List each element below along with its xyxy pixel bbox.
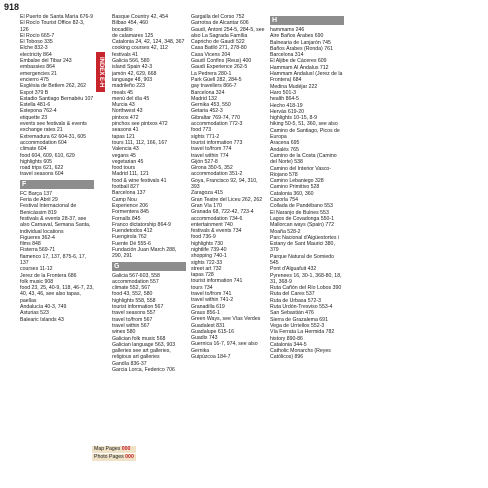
index-entry: Estadio Santiago Bernabéu 107 <box>20 95 94 102</box>
index-entry: travel seasons 604 <box>20 171 64 178</box>
index-entry: highlights 605 <box>20 158 53 165</box>
index-entry: madrileño 223 <box>112 83 145 90</box>
index-entry: highlights 10-15, 8-9 <box>270 115 318 122</box>
index-entry: tours 111, 112, 166, 167 <box>112 139 168 146</box>
index-entry: highlights 558, 558 <box>112 297 156 304</box>
index-entry: wines 580 <box>112 329 136 336</box>
index-entry: Granada 68, 722-42, 723-4 <box>191 209 254 216</box>
index-entry: Valencia 43 <box>112 146 139 153</box>
index-entry: accommodation 772-3 <box>191 121 243 128</box>
index-entry: Parque Natural de Somiedo 545 <box>270 253 335 266</box>
index-entry: Hecho 418-19 <box>270 102 303 109</box>
index-entry: Ruta Urdón-Tresviso 553-4 <box>270 304 333 311</box>
index-entry: Fuente Dé 555-6 <box>112 240 151 247</box>
index-entry: Experience 206 <box>112 202 149 209</box>
index-entry: menú del día 45 <box>112 95 150 102</box>
index-entry: Guadalest 831 <box>191 322 225 329</box>
index-entry: Moaña 528-2 <box>270 228 301 235</box>
index-entry: travel to/from 741 <box>191 291 232 298</box>
index-entry: Gibraltar 769-74, 770 <box>191 114 241 121</box>
index-section-tab: INDEX E-H <box>96 52 105 92</box>
index-entry: El Toboso 335 <box>20 39 53 46</box>
index-entry: Catalonia 344-5 <box>270 341 307 348</box>
index-entry: Gaudí Confins (Reus) 400 <box>191 58 252 65</box>
index-entry: Gaudí Experience 262-5 <box>191 64 248 71</box>
index-entry: courses 11-12 <box>20 266 53 273</box>
index-entry: El Naranjo de Bulnes 553 <box>270 209 329 216</box>
page-type-legend <box>92 446 136 462</box>
index-entry: hammams 246 <box>270 27 305 33</box>
index-entry: Park Güell 282, 284-5 <box>191 76 242 83</box>
legend-label: Photo Pages <box>94 454 124 460</box>
index-entry: accommodation 604 <box>20 139 67 146</box>
index-entry: Gandía 836-37 <box>112 360 147 367</box>
index-entry: Girona 350-5, 352 <box>191 165 233 172</box>
index-entry: etiquette 23 <box>20 114 48 121</box>
index-entry: health 864-5 <box>270 96 299 103</box>
index-entry: tourist information 773 <box>191 139 243 146</box>
index-entry: tapas 728 <box>191 272 214 279</box>
index-entry: food 773 <box>191 127 212 134</box>
index-entry: history 890-86 <box>270 335 303 342</box>
index-entry: tapas 121 <box>112 133 135 140</box>
index-entry: Guipúzcoa 184-7 <box>191 354 231 361</box>
index-entry: cooking courses 42, 112 <box>112 45 168 52</box>
index-entry: street art 732 <box>191 265 222 272</box>
index-entry: Vía Ferrata La Hermida 782 <box>270 329 335 336</box>
legend-value: 000 <box>125 454 134 460</box>
legend-value: 000 <box>121 446 131 452</box>
index-entry: El Rocío 665-7 <box>20 32 55 39</box>
index-entry: folk music 908 <box>20 278 54 285</box>
index-entry: films 848 <box>20 241 41 248</box>
index-entry: Franco dictatorship 864-9 <box>112 221 171 228</box>
index-column-3 <box>191 14 265 360</box>
index-entry: Guadalupe 615-16 <box>191 328 234 335</box>
index-entry: entertainment 740 <box>191 221 233 228</box>
index-entry: Fisterra 569-71 <box>20 247 56 254</box>
index-entry: Festival Internacional de Benicàssim 819 <box>20 203 77 216</box>
index-entry: Guernica 16-7, 974, see also Gernika <box>191 341 258 354</box>
index-entry: Baños Árabes (Ronda) 761 <box>270 45 333 52</box>
index-entry: Església de Betlem 262, 262 <box>20 83 87 90</box>
index-entry: food & wine festivals 41 <box>112 177 167 184</box>
index-entry: Lagos de Covadonga 550-1 <box>270 215 335 222</box>
index-entry: festivals & events 734 <box>191 228 242 235</box>
legend-map-pages <box>92 446 136 453</box>
index-entry: travel within 741-2 <box>191 297 234 304</box>
index-entry: de calamares 125 <box>112 32 154 39</box>
legend-label: Map Pages <box>94 446 121 452</box>
index-entry: festivals 41 <box>112 51 138 58</box>
index-entry: Galician folk music 568 <box>112 335 166 342</box>
index-entry: language 48, 903 <box>112 76 153 83</box>
index-entry: Getaria 452-3 <box>191 108 223 115</box>
index-entry: Gran Vía 170 <box>191 202 222 209</box>
index-entry: Aire Baños Árabes 690 <box>270 33 324 40</box>
index-entry: Haro 501-3 <box>270 89 296 96</box>
index-column-1 <box>20 14 94 323</box>
index-entry: Gran Teatre del Liceu 262, 262 <box>191 196 263 203</box>
index-entry: Barcelona 137 <box>112 190 146 197</box>
index-entry: Andalucía 40-3, 749 <box>20 304 67 311</box>
index-entry: football 827 <box>112 184 139 191</box>
index-entry: sights 771-2 <box>191 133 220 140</box>
index-entry: Fornalls 845 <box>112 215 141 222</box>
index-entry: Camino de la Costa (Camino del Norte) 538 <box>270 152 337 166</box>
index-entry: meals 45 <box>112 89 134 96</box>
index-entry: Catalonia 360, 360 <box>270 190 314 197</box>
index-entry: Gernika 453, 550 <box>191 102 231 109</box>
section-letter: G <box>112 262 186 271</box>
index-entry: sights 722-33 <box>191 259 223 266</box>
index-entry: galleries see art galleries, religious art galleries <box>112 348 171 361</box>
index-entry: travel within 567 <box>112 322 150 329</box>
index-entry: Feria de Abril 29 <box>20 197 58 204</box>
index-entry: Basque Country 42, 454 <box>112 14 168 20</box>
index-entry: Balearic Islands 43 <box>20 316 64 323</box>
index-entry: Camino Lebaniego 328 <box>270 178 324 185</box>
index-entry: Bilbao 454, 460 <box>112 20 149 27</box>
index-entry: Gaudí, Antoni 254-5, 284-5, see also La Sagrada Família <box>191 26 265 39</box>
index-entry: Fuendetodos 412 <box>112 228 153 235</box>
index-entry: seasons 41 <box>112 127 139 134</box>
index-entry: climate 604 <box>20 146 47 153</box>
index-entry: Camino del Interior Vasco-Riojano 578 <box>270 165 332 178</box>
index-entry: climate 552, 567 <box>112 285 151 292</box>
index-entry: Camp Nou <box>112 196 137 203</box>
index-entry: gay travellers 866-7 <box>191 83 237 90</box>
index-entry: Extremadura 62 604-31, 605 <box>20 133 87 140</box>
index-entry: Ruta de Urbasa 572-3 <box>270 297 322 304</box>
index-entry: travel to/from 774 <box>191 146 232 153</box>
page-number: 918 <box>4 2 20 12</box>
index-entry: Garcia Lorca, Federico 706 <box>112 367 175 374</box>
index-entry: Vega de Urriellos 552-3 <box>270 322 325 329</box>
index-entry: island Spain 42-3 <box>112 64 153 71</box>
index-entry: food 736-9 <box>191 234 216 241</box>
index-entry: pinchos see pintxos 472 <box>112 121 168 128</box>
index-entry: flamenco 17, 137, 875-6, 17, 137 <box>20 253 87 266</box>
index-entry: Casa Batlló 271, 278-80 <box>191 45 247 52</box>
index-entry: vegetarian 45 <box>112 158 144 165</box>
index-entry: San Sebastián 476 <box>270 310 314 317</box>
index-entry: Catalonia 24, 42, 124, 348, 367 <box>112 39 185 46</box>
index-entry: Northwest 43 <box>112 108 143 115</box>
index-entry: Green Ways, see Vías Verdes <box>191 316 261 323</box>
index-entry: pintxos 472 <box>112 114 139 121</box>
index-entry: Gijón 527-8 <box>191 158 218 165</box>
index-column-4 <box>270 14 344 361</box>
index-entry: tourist information 741 <box>191 278 243 285</box>
index-entry: Elche 832-3 <box>20 45 48 52</box>
index-entry: Asturias 523 <box>20 310 49 317</box>
index-entry: El Rocío Tourist Office 82-3, 126 <box>20 20 85 33</box>
index-entry: Granadilla 619 <box>191 303 225 310</box>
index-entry: exchange rates 21 <box>20 127 63 134</box>
index-entry: Hammam Andalusí (Jerez de la Frontera) 684 <box>270 71 343 84</box>
section-letter: F <box>20 180 94 189</box>
index-entry: Goya, Francisco 92, 94, 310, 393 <box>191 177 258 191</box>
index-entry: Galicia 566, 580 <box>112 58 150 65</box>
index-entry: Guadix 743 <box>191 335 218 342</box>
index-entry: Madrid 132 <box>191 95 217 102</box>
index-entry: Graus 856-1 <box>191 309 220 316</box>
index-entry: embassies 864 <box>20 64 55 71</box>
index-entry: tourist information 567 <box>112 304 164 311</box>
index-entry: Gargalla del Corso 752 <box>191 14 245 20</box>
index-entry: accommodation 734-6 <box>191 215 243 222</box>
index-entry: Estepona 762-4 <box>20 108 57 115</box>
index-entry: food 43, 552, 580 <box>112 291 153 298</box>
index-entry: food tours <box>112 165 136 172</box>
index-column-2 <box>112 14 186 373</box>
index-entry: electricity 864 <box>20 51 52 58</box>
index-entry: Barcelona 314 <box>270 52 304 59</box>
index-entry: Jerez de la Frontera 686 <box>20 272 77 279</box>
index-entry: Formentera 845 <box>112 209 149 216</box>
index-entry: Zaragoza 415 <box>191 190 224 197</box>
index-entry: Fundación Juan March 288, 290, 291 <box>112 246 177 260</box>
index-entry: La Pedrera 280-1 <box>191 70 232 77</box>
index-entry: Pont d'Alguafuit 432 <box>270 266 317 273</box>
index-entry: travel seasons 557 <box>112 310 156 317</box>
index-entry: Collada de Pandébano 553 <box>270 203 333 210</box>
index-entry: accommodation 351-2 <box>191 171 243 178</box>
index-entry: Galicia 567-603, 558 <box>112 272 160 279</box>
index-entry: Parc Nacional d'Aigüestortes i Estany de Sant Maurici 380, 379 <box>270 234 340 254</box>
index-entry: Madrid 111, 121 <box>112 171 149 178</box>
index-entry: shopping 740-1 <box>191 253 227 260</box>
index-entry: Estella 481-6 <box>20 102 51 109</box>
index-entry: Galician language 563, 903 <box>112 341 176 348</box>
index-entry: food 23, 25, 40-9, 118, 46-7, 23, 40, 43, 46, see also tapas, paellas <box>20 285 94 304</box>
index-entry: Capricho de Gaudí 522 <box>191 39 245 46</box>
index-entry: Garrotxa de Alcantar 606 <box>191 20 249 27</box>
index-entry: nightlife 739-40 <box>191 246 227 253</box>
index-entry: FC Barça 137 <box>20 190 53 197</box>
legend-photo-pages <box>92 454 136 461</box>
index-entry: Balnearia de Lanjarón 745 <box>270 39 331 46</box>
index-entry: Figueres 362-4 <box>20 234 55 241</box>
index-entry: El Aljibe de Cáceres 609 <box>270 58 327 65</box>
index-entry: events see festivals & events <box>20 121 87 128</box>
index-entry: bocadillo <box>112 26 133 33</box>
index-entry: Hervás 619-20 <box>270 108 305 115</box>
index-entry: Hammam Al Ándalus 712 <box>270 64 329 71</box>
index-entry: Aracena 695 <box>270 140 300 147</box>
index-entry: festivals & events 28-37, see also Carnaval, Semana Santa, individual locations <box>20 215 91 235</box>
index-entry: Espot 379 B <box>20 89 49 96</box>
index-entry: Andalés 765 <box>270 146 299 153</box>
index-entry: Ruta del Cares 537 <box>270 291 315 298</box>
index-entry: emergencies 21 <box>20 70 57 77</box>
index-entry: tours 734 <box>191 284 213 291</box>
index-entry: Murcia 43 <box>112 102 135 109</box>
index-entry: Catholic Monarchs (Reyes Católicos) 896 <box>270 348 331 361</box>
index-entry: Fuengirola 762 <box>112 234 147 241</box>
index-entry: Embalse del Tibar 243 <box>20 58 72 65</box>
index-entry: accommodation 557 <box>112 278 159 285</box>
index-entry: travel to/from 567 <box>112 316 153 323</box>
index-entry: Medina Mudéjar 222 <box>270 83 318 90</box>
index-entry: Mallorcan ways (Spain) 772 <box>270 222 335 229</box>
index-entry: jamón 42, 629, 668 <box>112 70 157 77</box>
index-entry: travel within 774 <box>191 152 229 159</box>
index-entry: Camino Primitivo 528 <box>270 184 320 191</box>
section-letter: H <box>270 16 344 25</box>
index-entry: Pyrenees 16, 30-1, 368-80, 18, 31, 368-9 <box>270 272 342 285</box>
index-entry: vegans 45 <box>112 152 136 159</box>
index-entry: Cazorla 754 <box>270 197 298 204</box>
index-entry: road trips 621, 622 <box>20 165 64 172</box>
index-entry: highlights 730 <box>191 240 224 247</box>
index-entry: hiking 50-5, 51, 360, see also Camino de Santiago, Picos de Europa <box>270 121 340 141</box>
index-entry: Casa Vicens 204 <box>191 51 231 58</box>
index-entry: El Puerto de Santa María 676-9 <box>20 14 93 20</box>
index-entry: Sierra de Grazalema 691 <box>270 316 328 323</box>
index-entry: Ruta Cañón del Río Lobos 390 <box>270 285 342 292</box>
index-entry: Barcelona 324 <box>191 89 225 96</box>
index-entry: encierro 475 <box>20 76 49 83</box>
index-entry: food 604, 609, 610, 629 <box>20 152 75 159</box>
